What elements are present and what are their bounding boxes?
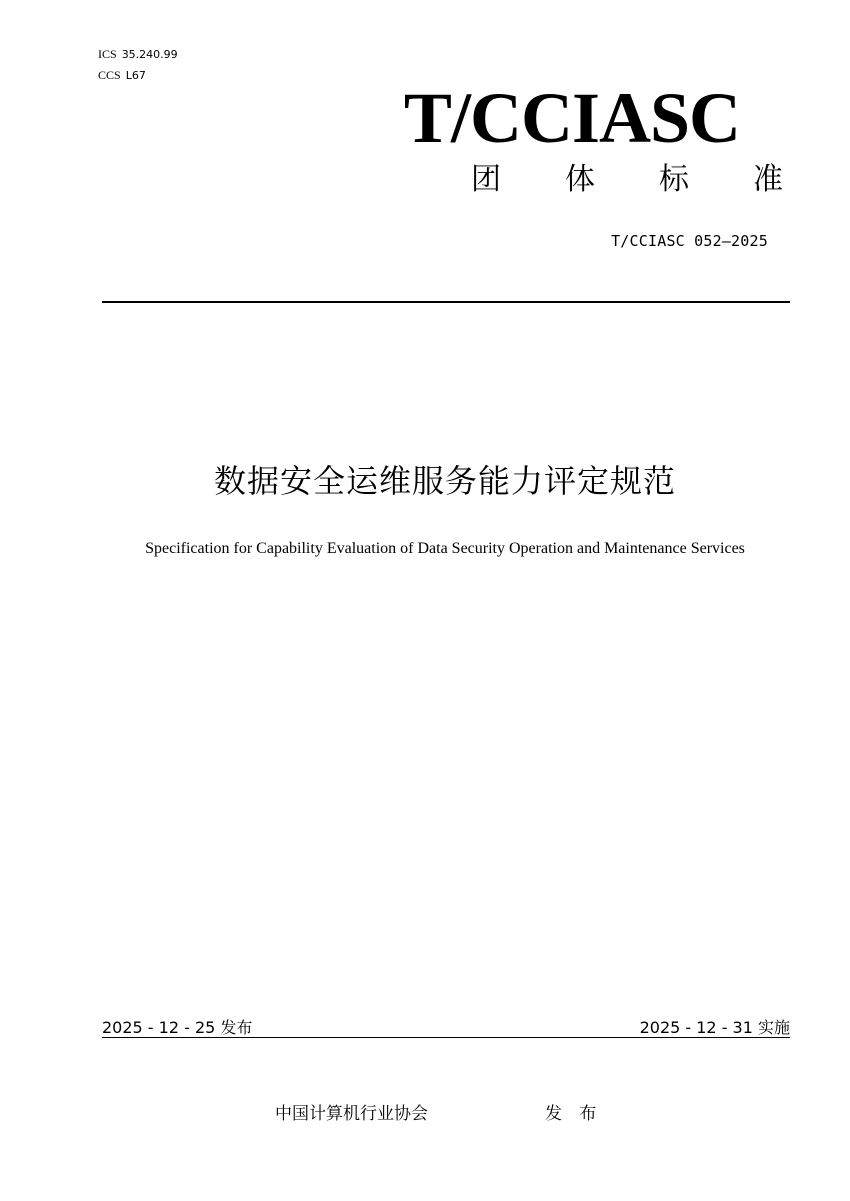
footer-divider — [102, 1037, 790, 1038]
header-divider — [102, 301, 790, 303]
publish-action: 发 布 — [545, 1104, 603, 1124]
standard-number: T/CCIASC 052—2025 — [611, 232, 768, 250]
standard-type — [471, 162, 783, 197]
ics-classification — [98, 43, 178, 62]
publish-date: 2025 - 12 - 25 发布 — [102, 1018, 253, 1037]
implementation-date: 2025 - 12 - 31 实施 — [639, 1018, 790, 1037]
standard-type-char: 团 — [471, 162, 501, 197]
standard-type-char: 体 — [565, 162, 595, 197]
standard-type-char: 准 — [753, 162, 783, 197]
ccs-value: L67 — [125, 69, 146, 82]
ccs-classification — [98, 64, 146, 83]
ics-value: 35.240.99 — [121, 48, 178, 61]
document-title-chinese: 数据安全运维服务能力评定规范 — [213, 462, 676, 500]
document-title-english: Specification for Capability Evaluation of Data Security Operation and Maintenance Services — [145, 540, 745, 557]
organization-code: T/CCIASC — [403, 78, 740, 158]
standard-type-char: 标 — [659, 162, 689, 197]
publisher-name: 中国计算机行业协会 — [275, 1104, 428, 1124]
ics-label: ICS — [98, 47, 117, 61]
ccs-label: CCS — [98, 68, 121, 82]
